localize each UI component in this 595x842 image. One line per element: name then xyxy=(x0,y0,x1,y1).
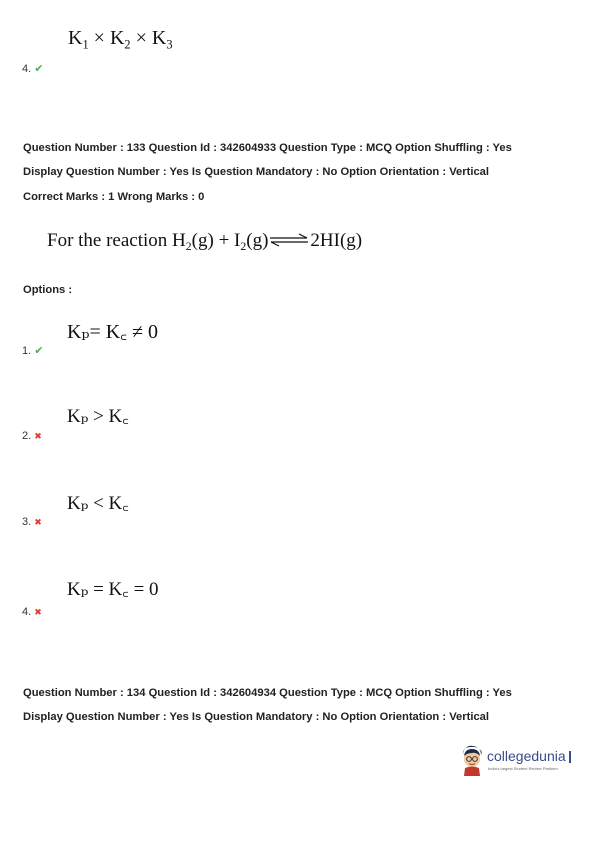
question-meta-line2: Display Question Number : Yes Is Question Mandatory : No Option Orientation : Vertical xyxy=(23,166,490,178)
cross-icon: ✖ xyxy=(34,607,42,617)
question-134-meta-line1: Question Number : 134 Question Id : 342604934 Question Type : MCQ Option Shuffling : Yes xyxy=(23,687,512,699)
options-label: Options : xyxy=(23,284,73,296)
prev-option-number xyxy=(22,62,43,75)
option-2-number xyxy=(22,430,42,442)
option-text: Kₚ > K꜀ xyxy=(67,406,129,427)
logo-bar xyxy=(569,751,571,763)
reactant-i2-sub: 2 xyxy=(240,240,247,254)
formula-times: × xyxy=(88,27,110,49)
question-text xyxy=(47,230,362,253)
plus-sign: + xyxy=(213,230,235,251)
formula-k1-sub: 1 xyxy=(82,37,89,52)
option-4-formula xyxy=(67,575,159,601)
cross-icon: ✖ xyxy=(34,517,42,527)
check-icon: ✔ xyxy=(34,345,44,357)
question-intro: For the reaction xyxy=(47,230,173,251)
option-4-number xyxy=(22,606,42,618)
option-3-formula xyxy=(67,489,129,515)
equilibrium-arrow-icon xyxy=(269,231,309,253)
option-1-number xyxy=(22,344,43,357)
option-2-formula xyxy=(67,402,129,428)
formula-k2-sub: 2 xyxy=(124,37,131,52)
formula-k1: K xyxy=(68,27,83,49)
option-number-text: 4. xyxy=(22,606,32,618)
option-text: Kₚ = K꜀ = 0 xyxy=(67,579,159,600)
reactant-i2-state: (g) xyxy=(246,230,269,251)
option-3-number xyxy=(22,516,42,528)
formula-times: × xyxy=(130,27,152,49)
product-hi: 2HI(g) xyxy=(310,230,363,251)
option-text: Kₚ < K꜀ xyxy=(67,493,129,514)
check-icon: ✔ xyxy=(34,63,44,75)
option-number-text: 4. xyxy=(22,63,32,75)
reactant-h2-state: (g) xyxy=(191,230,214,251)
reactant-h2: H xyxy=(172,230,186,251)
question-134-meta-line2: Display Question Number : Yes Is Question Mandatory : No Option Orientation : Vertical xyxy=(23,711,490,723)
question-meta-line1: Question Number : 133 Question Id : 342604933 Question Type : MCQ Option Shuffling : Yes xyxy=(23,142,512,154)
cross-icon: ✖ xyxy=(34,431,42,441)
collegedunia-logo xyxy=(459,744,574,778)
option-text: Kₚ= K꜀ ≠ 0 xyxy=(67,321,159,343)
option-number-text: 1. xyxy=(22,345,32,357)
reactant-i2: I xyxy=(234,230,241,251)
question-meta-line3: Correct Marks : 1 Wrong Marks : 0 xyxy=(23,191,205,203)
mascot-icon xyxy=(459,745,485,782)
option-number-text: 3. xyxy=(22,516,32,528)
formula-k2: K xyxy=(109,27,125,49)
prev-option-formula xyxy=(68,27,173,50)
logo-tagline: India's largest Student Review Platform xyxy=(488,766,558,771)
option-1-formula xyxy=(67,317,158,344)
logo-wordmark: collegedunia xyxy=(487,748,566,764)
formula-k3: K xyxy=(151,27,167,49)
option-number-text: 2. xyxy=(22,430,32,442)
formula-k3-sub: 3 xyxy=(166,37,173,52)
reactant-h2-sub: 2 xyxy=(185,240,192,254)
